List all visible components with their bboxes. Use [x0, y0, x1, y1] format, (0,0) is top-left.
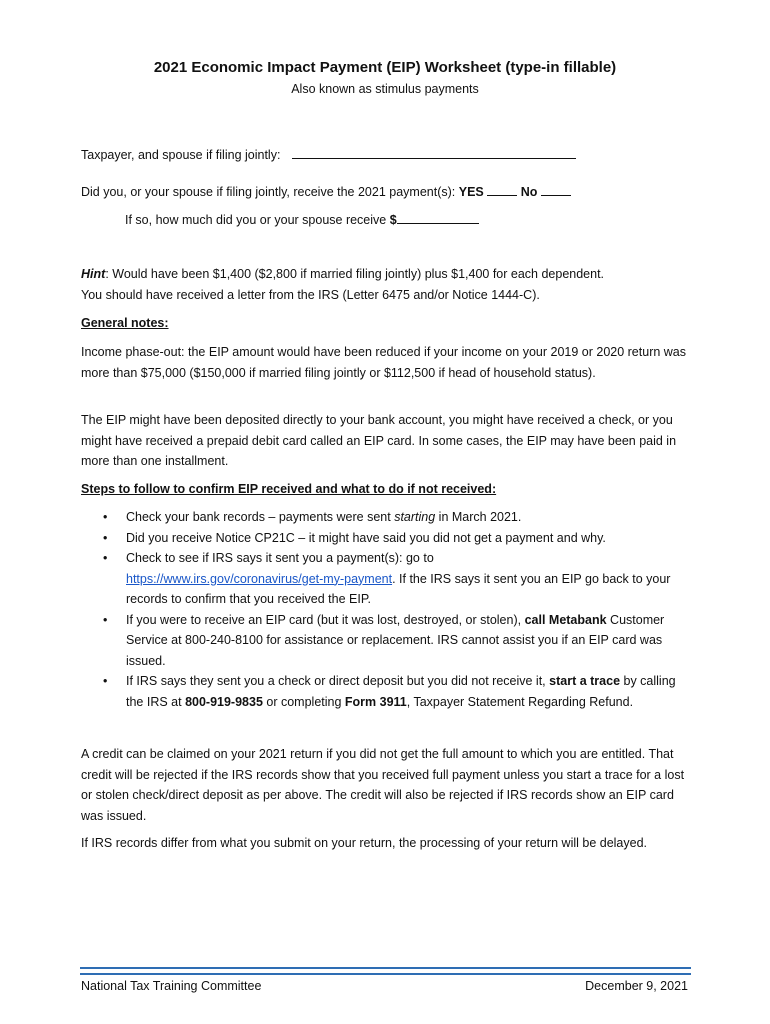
- no-label: No: [520, 185, 538, 199]
- list-item: • Check your bank records – payments were sent starting in March 2021.: [81, 507, 691, 528]
- list-item: • If IRS says they sent you a check or direct deposit but you did not receive it, start a trace by calling the IRS at 800-919-9835 or completing Form 3911, Taxpayer Statement Regarding Refund.: [81, 671, 691, 712]
- no-field[interactable]: [541, 183, 571, 196]
- amount-field[interactable]: [397, 211, 479, 224]
- taxpayer-label: Taxpayer, and spouse if filing jointly:: [81, 148, 281, 162]
- irs-get-my-payment-link[interactable]: https://www.irs.gov/coronavirus/get-my-payment: [126, 571, 393, 586]
- payment-received-row: [81, 183, 571, 199]
- bullet-icon: •: [103, 530, 108, 545]
- steps-heading: Steps to follow to confirm EIP received and what to do if not received:: [81, 482, 497, 496]
- general-notes-heading: General notes:: [81, 316, 169, 330]
- footer-date: December 9, 2021: [585, 979, 688, 993]
- list-item: • Check to see if IRS says it sent you a payment(s): go to https://www.irs.gov/coronavirus/get-my-payment. If the IRS says it sent you an EIP go back to your records to confirm that you received the EIP.: [81, 548, 691, 610]
- footer-organization: National Tax Training Committee: [81, 979, 262, 993]
- income-phaseout-paragraph: Income phase-out: the EIP amount would have been reduced if your income on your 2019 or 2020 return was more than $75,000 ($150,000 if married filing jointly or $112,500 if head of household status).: [81, 345, 687, 380]
- list-item: • If you were to receive an EIP card (but it was lost, destroyed, or stolen), call Metabank Customer Service at 800-240-8100 for assistance or replacement. IRS cannot assist you if an EIP card was issued.: [81, 610, 691, 672]
- hint-block: [81, 264, 691, 305]
- footer-rule: [80, 967, 691, 975]
- yes-field[interactable]: [487, 183, 517, 196]
- bullet-icon: •: [103, 510, 108, 524]
- steps-list: [81, 507, 691, 712]
- bullet-icon: •: [103, 674, 108, 688]
- payment-received-question: Did you, or your spouse if filing jointly, receive the 2021 payment(s):: [81, 185, 456, 199]
- yes-label: YES: [458, 185, 484, 199]
- amount-row: [125, 211, 479, 227]
- amount-prefix: $: [389, 213, 397, 227]
- eip-delivery-paragraph: The EIP might have been deposited directly to your bank account, you might have received a check, or you might have received a prepaid debit card called an EIP card. In some cases, the EIP may have been paid in more than one installment.: [81, 413, 677, 468]
- taxpayer-row: [81, 146, 576, 162]
- processing-delay-paragraph: If IRS records differ from what you submit on your return, the processing of your return will be delayed.: [81, 836, 648, 850]
- credit-paragraph: A credit can be claimed on your 2021 return if you did not get the full amount to which you are entitled. That credit will be rejected if the IRS records show that you received full payment unless you start a trace for a lost or stolen check/direct deposit as per above. The credit will also be rejected if IRS records show an EIP card was issued.: [81, 747, 685, 823]
- hint-label: Hint: [81, 267, 106, 281]
- bullet-icon: •: [103, 551, 108, 565]
- hint-letter-text: You should have received a letter from the IRS (Letter 6475 and/or Notice 1444-C).: [81, 287, 540, 302]
- taxpayer-name-field[interactable]: [292, 146, 576, 159]
- amount-question: If so, how much did you or your spouse receive: [125, 213, 387, 227]
- list-item: • Did you receive Notice CP21C – it might have said you did not get a payment and why.: [81, 528, 691, 549]
- bullet-icon: •: [103, 612, 108, 627]
- page-title: 2021 Economic Impact Payment (EIP) Worksheet (type-in fillable): [153, 59, 617, 76]
- page-subtitle: Also known as stimulus payments: [291, 82, 479, 96]
- hint-text: : Would have been $1,400 ($2,800 if married filing jointly) plus $1,400 for each dependent.: [105, 267, 605, 281]
